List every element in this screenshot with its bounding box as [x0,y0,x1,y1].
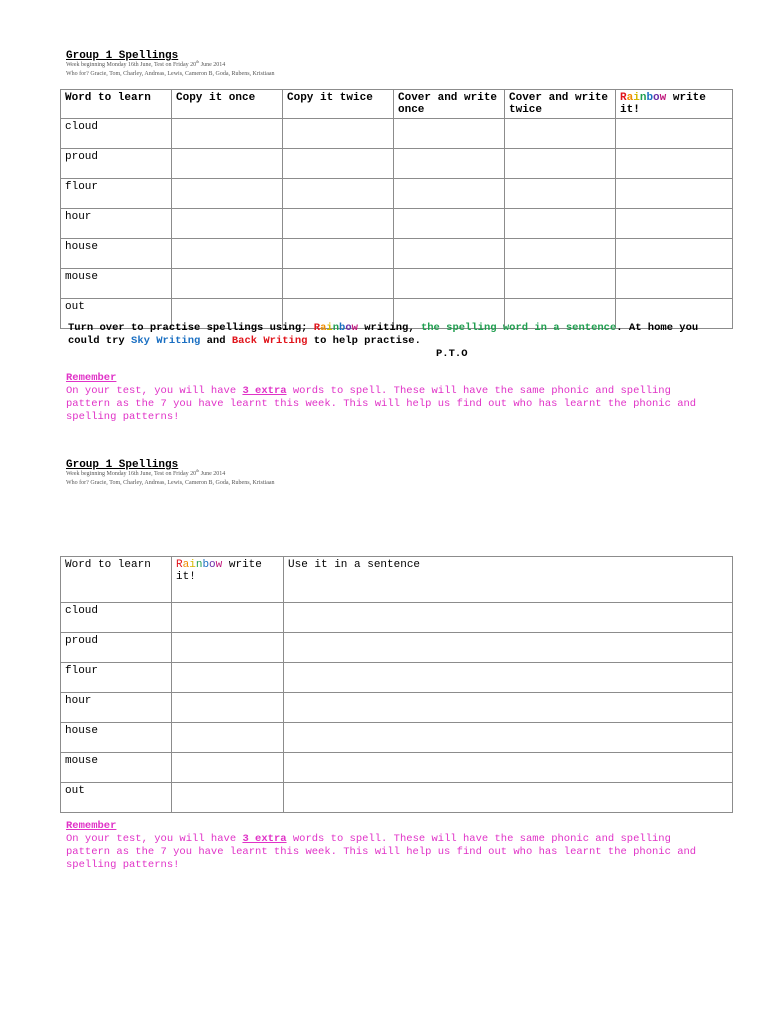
blank-cell[interactable] [394,179,505,209]
blank-cell[interactable] [394,269,505,299]
word-cell: proud [61,633,172,663]
blank-cell[interactable] [284,723,733,753]
table-row [61,753,733,783]
blank-cell[interactable] [616,269,733,299]
blank-cell[interactable] [505,239,616,269]
sentence-highlight: the spelling word in a sentence [420,322,617,334]
blank-cell[interactable] [172,179,283,209]
word-cell: mouse [61,269,172,299]
blank-cell[interactable] [394,149,505,179]
rainbow-letter: R [313,322,321,334]
blank-cell[interactable] [283,119,394,149]
rainbow-letter: b [646,92,654,104]
blank-cell[interactable] [616,209,733,239]
header-word-to-learn: Word to learn [61,90,172,119]
blank-cell[interactable] [616,179,733,209]
rainbow-letter: i [633,92,640,104]
blank-cell[interactable] [394,239,505,269]
rainbow-letter: w [659,92,667,104]
blank-cell[interactable] [172,209,283,239]
table-row [61,269,733,299]
section1-title: Group 1 Spellings [66,50,179,62]
blank-cell[interactable] [172,149,283,179]
sentence-table [60,556,733,813]
table-row [61,209,733,239]
blank-cell[interactable] [283,179,394,209]
blank-cell[interactable] [616,149,733,179]
rainbow-letter: w [351,322,358,334]
table-row [61,693,733,723]
rainbow-letter: b [339,322,346,334]
rainbow-letter: w [215,559,223,571]
blank-cell[interactable] [505,269,616,299]
word-cell: flour [61,663,172,693]
rainbow-letter: n [195,559,203,571]
rainbow-letter: i [326,322,333,334]
section1-who-line: Who for? Gracie, Tom, Charley, Andreas, Lewis, Cameron B, Goda, Rubens, Kristiaan [66,71,275,77]
remember-heading: Remember [66,820,117,832]
rainbow-word [620,92,666,104]
blank-cell[interactable] [283,149,394,179]
rainbow-letter: n [639,92,647,104]
word-cell: out [61,299,172,329]
table-row [61,633,733,663]
blank-cell[interactable] [172,603,284,633]
word-cell: house [61,723,172,753]
blank-cell[interactable] [616,239,733,269]
blank-cell[interactable] [505,179,616,209]
blank-cell[interactable] [505,149,616,179]
blank-cell[interactable] [284,783,733,813]
rainbow-word [176,559,222,571]
blank-cell[interactable] [284,663,733,693]
header-cover-write-once: Cover and write once [394,90,505,119]
table-row [61,603,733,633]
rainbow-letter: a [626,92,634,104]
table-row [61,783,733,813]
word-cell: cloud [61,603,172,633]
section2-week-line: Week beginning Monday 16th June, Test on Friday 20th June 2014 [66,468,226,477]
table-row [61,723,733,753]
section2-title: Group 1 Spellings [66,459,179,471]
rainbow-letter: n [332,322,339,334]
word-cell: house [61,239,172,269]
header-use-in-sentence: Use it in a sentence [284,557,733,603]
section1-week-line: Week beginning Monday 16th June, Test on Friday 20th June 2014 [66,59,226,68]
word-cell: flour [61,179,172,209]
header-copy-twice: Copy it twice [283,90,394,119]
blank-cell[interactable] [616,119,733,149]
word-cell: out [61,783,172,813]
header-cover-write-twice: Cover and write twice [505,90,616,119]
blank-cell[interactable] [394,209,505,239]
blank-cell[interactable] [172,269,283,299]
practice-table [60,89,733,329]
blank-cell[interactable] [172,783,284,813]
table-row [61,239,733,269]
blank-cell[interactable] [283,269,394,299]
word-cell: hour [61,209,172,239]
header-rainbow-write: Rainbow write it! [616,90,733,119]
extra-words-highlight: 3 extra [242,385,287,397]
blank-cell[interactable] [283,209,394,239]
blank-cell[interactable] [172,753,284,783]
blank-cell[interactable] [172,239,283,269]
remember-note-1: Remember On your test, you will have 3 extra words to spell. These will have the same phonic and spelling pattern as the 7 you have learnt this week. This will help us find out who has learnt the phonic and spelling patterns! [66,372,716,424]
blank-cell[interactable] [172,633,284,663]
rainbow-letter: b [202,559,210,571]
rainbow-letter: R [620,92,627,104]
table-row [61,119,733,149]
back-writing-highlight: Back Writing [231,335,308,347]
blank-cell[interactable] [284,753,733,783]
blank-cell[interactable] [284,603,733,633]
practice-instructions: Turn over to practise spellings using; Rainbow writing, the spelling word in a sentence. At home you could try Sky Writing and Back Writing to help practise. [68,322,699,347]
table-row [61,149,733,179]
remember-heading: Remember [66,372,117,384]
blank-cell[interactable] [172,119,283,149]
table-row [61,179,733,209]
rainbow-letter: a [182,559,190,571]
remember-note-2: Remember On your test, you will have 3 extra words to spell. These will have the same phonic and spelling pattern as the 7 you have learnt this week. This will help us find out who has learnt the phonic and spelling patterns! [66,820,716,872]
rainbow-letter: o [345,322,352,334]
blank-cell[interactable] [283,239,394,269]
blank-cell[interactable] [284,693,733,723]
blank-cell[interactable] [394,119,505,149]
word-cell: cloud [61,119,172,149]
blank-cell[interactable] [172,663,284,693]
extra-words-highlight: 3 extra [242,833,287,845]
blank-cell[interactable] [284,633,733,663]
rainbow-letter: o [209,559,216,571]
header-rainbow-write: Rainbow write it! [172,557,284,603]
practice-table-header-row [61,90,733,119]
word-cell: hour [61,693,172,723]
rainbow-letter: R [176,559,183,571]
header-copy-once: Copy it once [172,90,283,119]
rainbow-letter: o [653,92,660,104]
rainbow-letter: a [320,322,327,334]
blank-cell[interactable] [505,119,616,149]
rainbow-word [314,322,358,334]
blank-cell[interactable] [505,209,616,239]
word-cell: proud [61,149,172,179]
section2-who-line: Who for? Gracie, Tom, Charley, Andreas, Lewis, Cameron B, Goda, Rubens, Kristiaan [66,480,275,486]
table-row [61,663,733,693]
blank-cell[interactable] [172,693,284,723]
header-word-to-learn: Word to learn [61,557,172,603]
word-cell: mouse [61,753,172,783]
sentence-table-header-row [61,557,733,603]
pto-label: P.T.O [436,348,468,360]
rainbow-letter: i [189,559,196,571]
blank-cell[interactable] [172,723,284,753]
sky-writing-highlight: Sky Writing [131,335,201,347]
